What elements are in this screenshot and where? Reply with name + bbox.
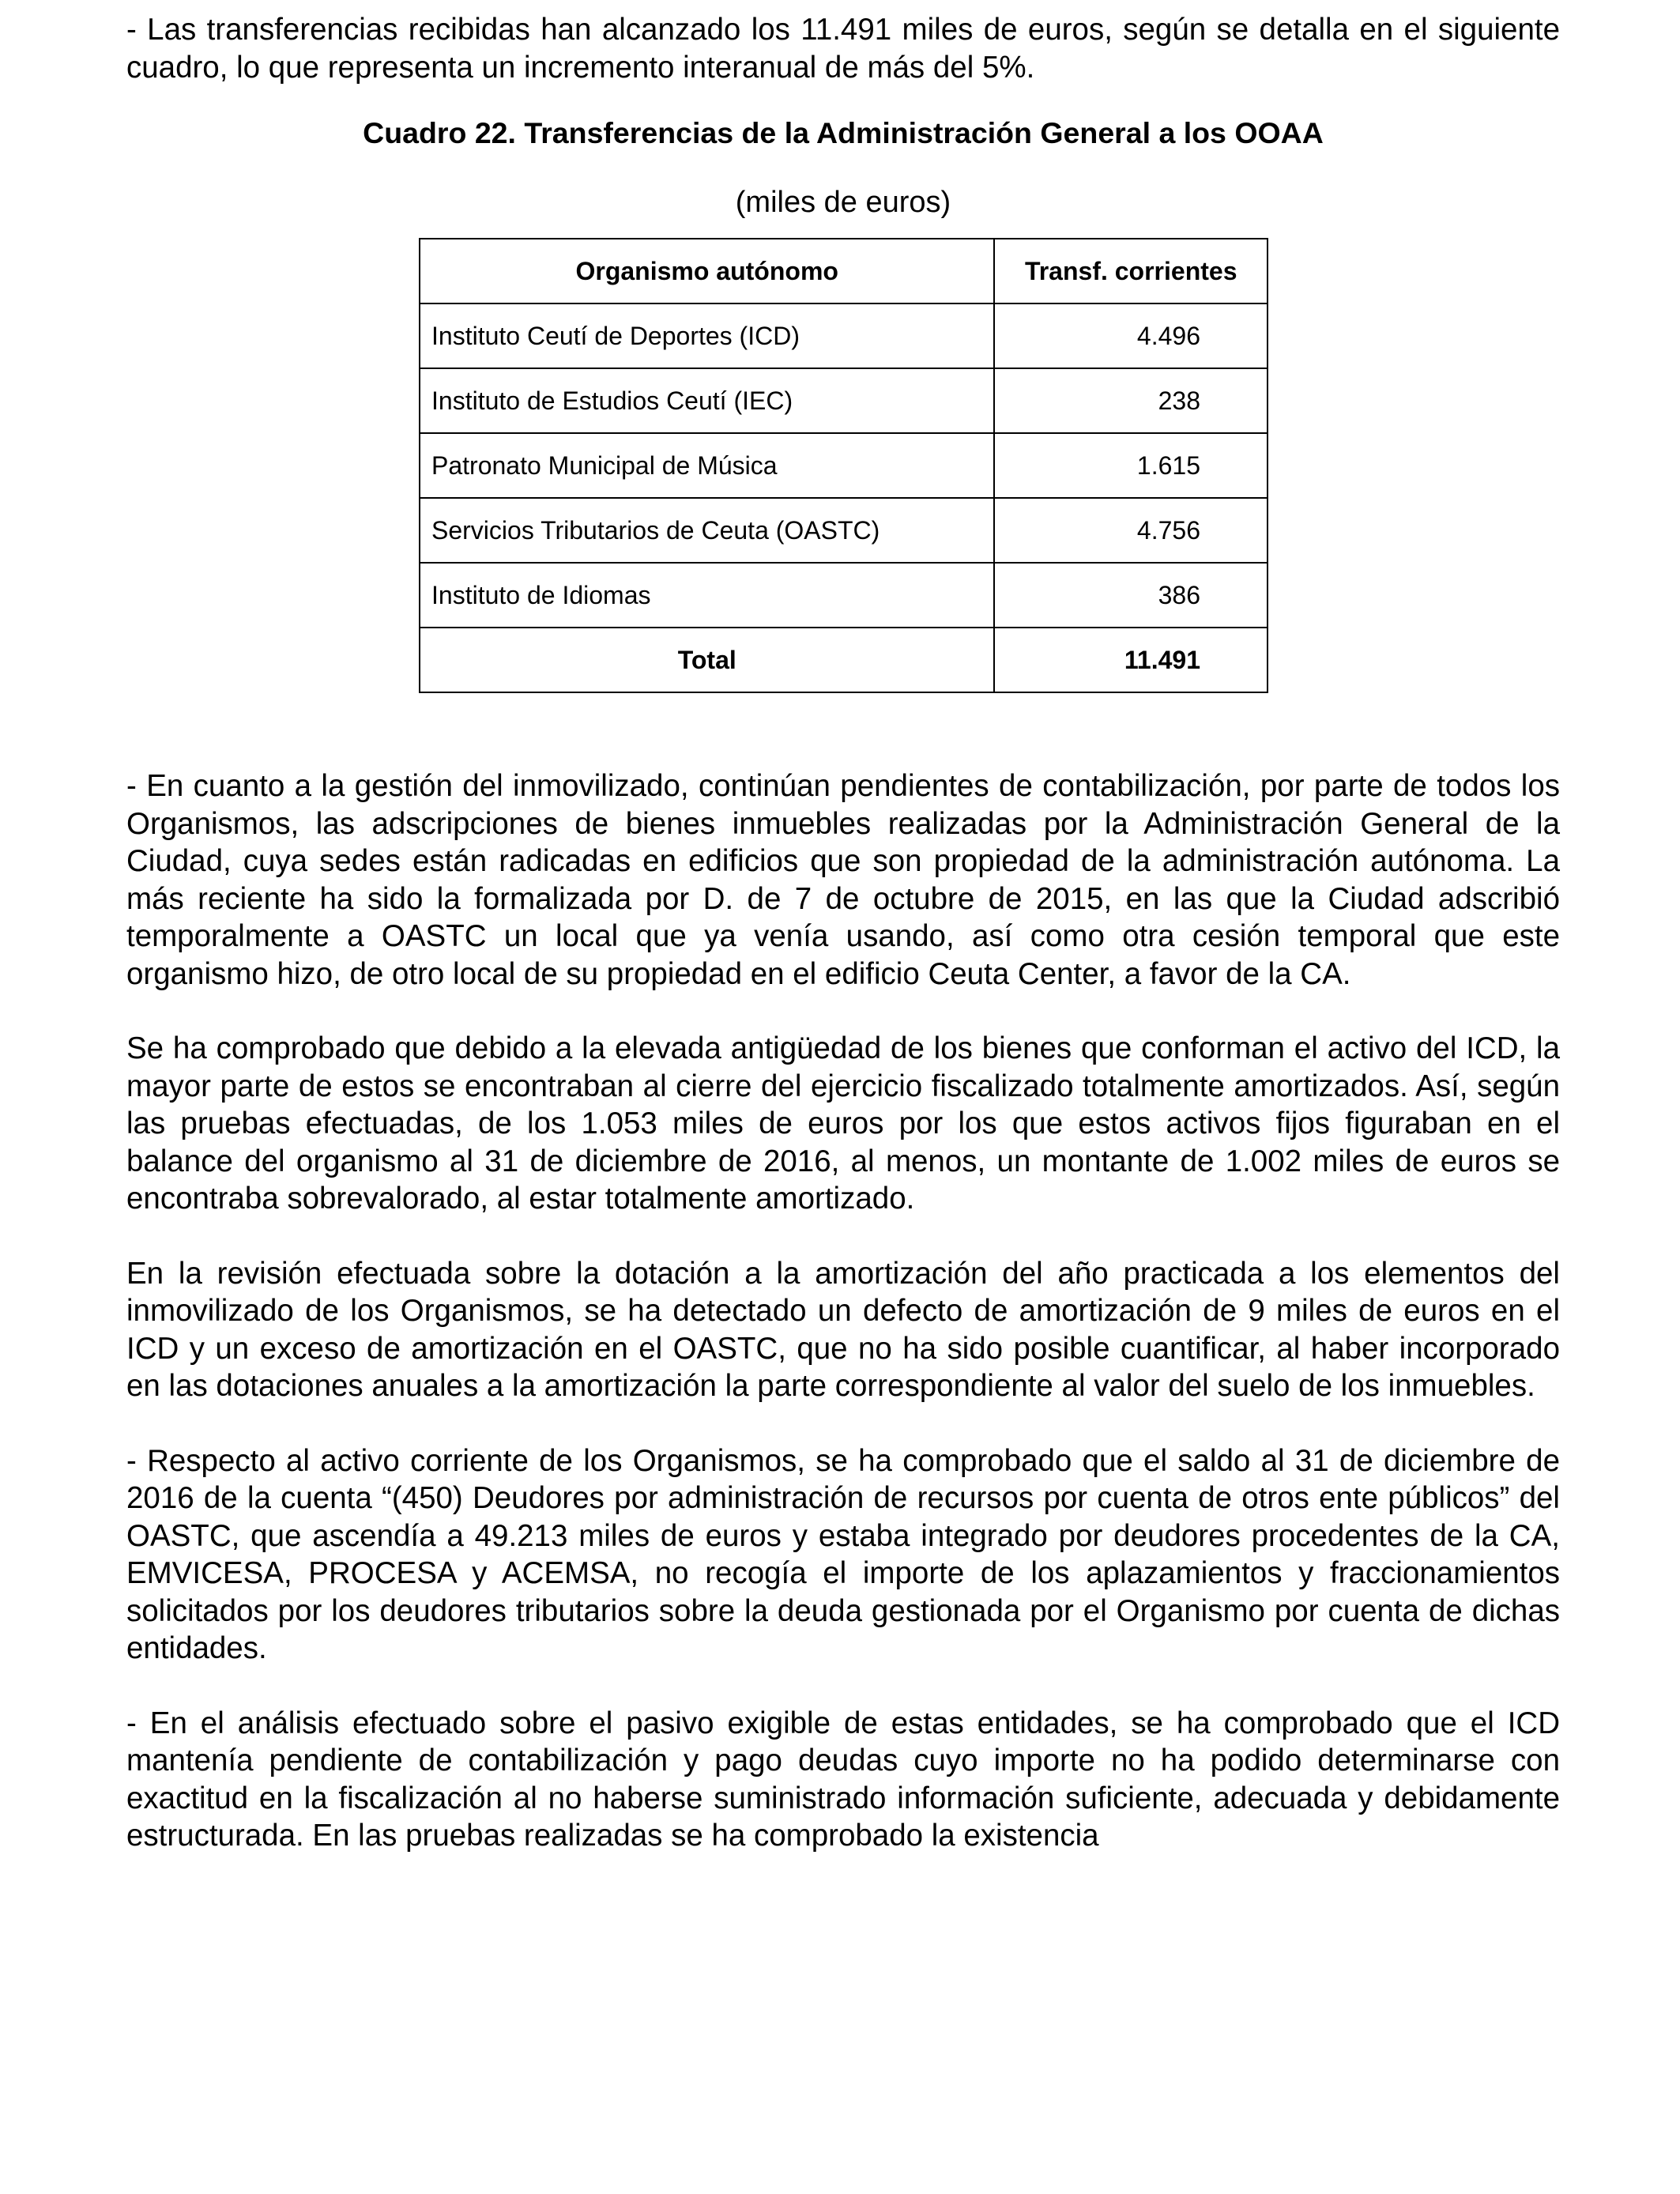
organismo-name: Patronato Municipal de Música <box>420 433 994 498</box>
organismo-name: Instituto de Idiomas <box>420 563 994 628</box>
organismo-name: Servicios Tributarios de Ceuta (OASTC) <box>420 498 994 563</box>
organismo-name: Instituto de Estudios Ceutí (IEC) <box>420 368 994 433</box>
spacer <box>126 1405 1560 1442</box>
table-row <box>420 498 1268 563</box>
transfer-value: 4.496 <box>994 303 1268 368</box>
table-total-row <box>420 628 1268 692</box>
spacer <box>126 693 1560 767</box>
document-page <box>126 11 1560 1855</box>
transfer-value: 1.615 <box>994 433 1268 498</box>
header-transferencias: Transf. corrientes <box>994 239 1268 303</box>
transfer-value: 4.756 <box>994 498 1268 563</box>
table-row <box>420 433 1268 498</box>
header-organismo: Organismo autónomo <box>420 239 994 303</box>
body-paragraph: - Respecto al activo corriente de los Organismos, se ha comprobado que el saldo al 31 de diciembre de 2016 de la cuenta “(450) Deudores por administración de recursos por cuenta de otros ente públicos” del OASTC, que ascendía a 49.213 miles de euros y estaba integrado por deudores procedentes de la CA, EMVICESA, PROCESA y ACEMSA, no recogía el importe de los aplazamientos y fraccionamientos solicitados por los deudores tributarios sobre la deuda gestionada por el Organismo por cuenta de dichas entidades. <box>126 1443 1560 1665</box>
total-label: Total <box>420 628 994 692</box>
table-title: Cuadro 22. Transferencias de la Administración General a los OOAA <box>363 116 1324 149</box>
intro-paragraph: - Las transferencias recibidas han alcanzado los 11.491 miles de euros, según se detalla en el siguiente cuadro, lo que representa un incremento interanual de más del 5%. <box>126 13 1560 85</box>
table-row <box>420 303 1268 368</box>
table-row <box>420 368 1268 433</box>
spacer <box>126 993 1560 1030</box>
body-paragraph: En la revisión efectuada sobre la dotación a la amortización del año practicada a los elementos del inmovilizado de los Organismos, se ha detectado un defecto de amortización de 9 miles de euros en el ICD y un exceso de amortización en el OASTC, que no ha sido posible cuantificar, al haber incorporado en las dotaciones anuales a la amortización la parte correspondiente al valor del suelo de los inmuebles. <box>126 1256 1560 1403</box>
body-paragraph: Se ha comprobado que debido a la elevada antigüedad de los bienes que conforman el activo del ICD, la mayor parte de estos se encontraban al cierre del ejercicio fiscalizado totalmente amortizados. Así, según las pruebas efectuadas, de los 1.053 miles de euros por los que estos activos fijos figuraban en el balance del organismo al 31 de diciembre de 2016, al menos, un montante de 1.002 miles de euros se encontraba sobrevalorado, al estar totalmente amortizado. <box>126 1031 1560 1216</box>
spacer <box>126 1668 1560 1705</box>
spacer <box>126 1218 1560 1255</box>
transfer-value: 238 <box>994 368 1268 433</box>
table-unit: (miles de euros) <box>735 186 951 219</box>
body-paragraph: - En el análisis efectuado sobre el pasivo exigible de estas entidades, se ha comprobado que el ICD mantenía pendiente de contabilización y pago deudas cuyo importe no ha podido determinarse con exactitud en la fiscalización al no haberse suministrado información suficiente, adecuada y debidamente estructurada. En las pruebas realizadas se ha comprobado la existencia <box>126 1706 1560 1853</box>
organismo-name: Instituto Ceutí de Deportes (ICD) <box>420 303 994 368</box>
table-header-row <box>420 239 1268 303</box>
total-value: 11.491 <box>994 628 1268 692</box>
body-paragraph: - En cuanto a la gestión del inmovilizado, continúan pendientes de contabilización, por parte de todos los Organismos, las adscripciones de bienes inmuebles realizadas por la Administración General de la Ciudad, cuya sedes están radicadas en edificios que son propiedad de la administración autónoma. La más reciente ha sido la formalizada por D. de 7 de octubre de 2015, en las que la Ciudad adscribió temporalmente a OASTC un local que ya venía usando, así como otra cesión temporal que este organismo hizo, de otro local de su propiedad en el edificio Ceuta Center, a favor de la CA. <box>126 769 1560 991</box>
transfers-table <box>419 238 1268 693</box>
table-row <box>420 563 1268 628</box>
transfer-value: 386 <box>994 563 1268 628</box>
